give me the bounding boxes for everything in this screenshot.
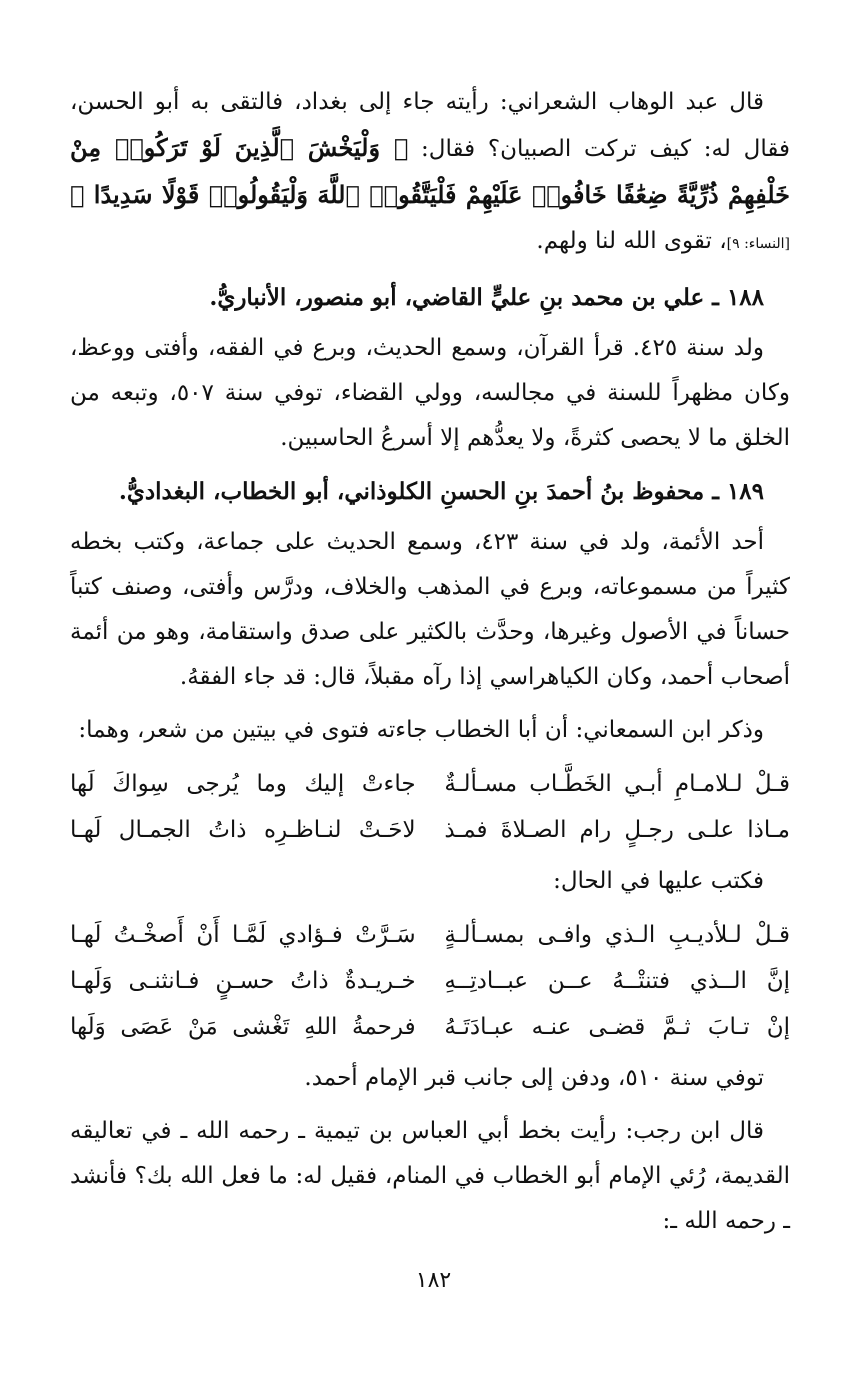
verse (70, 912, 790, 958)
entry-189-body: أحد الأئمة، ولد في سنة ٤٢٣، وسمع الحديث على جماعة، وكتب بخطه كثيراً من مسموعاته، وبرع في المذهب والخلاف، ودرَّس وأفتى، وصنف كتباً حساناً في الأصول وغيرها، وحدَّث بالكثير على صدق واستقامة، وهو من أئمة أصحاب أحمد، وكان الكياهراسي إذا رآه مقبلاً، قال: قد جاء الفقهُ. (70, 529, 790, 690)
paragraph-text: ، تقوى الله لنا ولهم. (536, 228, 727, 254)
verse-second-half: لاحَـتْ لنـاظـرِه ذاتُ الجمـال لَهـا (70, 817, 416, 843)
verse-first-half: إنْ تـابَ ثـمَّ قضـى عنـه عبـادَتَـهُ (444, 1014, 790, 1040)
verse (70, 1004, 790, 1050)
verse (70, 761, 790, 807)
verse-reference: [النساء: ٩] (726, 236, 790, 252)
paragraph-text: قال عبد الوهاب الشعراني: رأيته جاء إلى بغداد، فالتقى به أبو الحسن، فقال له: كيف تركت الصبيان؟ فقال: (70, 89, 790, 162)
ibn-rajab-paragraph: قال ابن رجب: رأيت بخط أبي العباس بن تيمية ـ رحمه الله ـ في تعاليقه القديمة، رُئي الإمام أبو الخطاب في المنام، فقيل له: ما فعل الله بك؟ فأنشد ـ رحمه الله ـ: (70, 1118, 790, 1234)
verse-second-half: خـريـدةٌ ذاتُ حسـنٍ فـانثنـى وَلَهـا (70, 968, 416, 994)
reply-intro: فكتب عليها في الحال: (553, 868, 764, 894)
verse-first-half: قـلْ لـلأديـبِ الـذي وافـى بمسـألـةٍ (444, 922, 790, 948)
death-note: توفي سنة ٥١٠، ودفن إلى جانب قبر الإمام أحمد. (304, 1065, 764, 1091)
page-body (70, 80, 790, 1252)
page-number: ١٨٢ (415, 1268, 452, 1293)
verse-second-half: سَـرَّتْ فـؤادي لَمَّـا أَنْ أَصخْـتُ لَهـا (70, 922, 416, 948)
verse (70, 958, 790, 1004)
verse-second-half: جاءتْ إليك وما يُرجى سِواكَ لَها (70, 771, 416, 797)
quran-verse: ﴿ وَلْيَخْشَ ٱلَّذِينَ لَوْ تَرَكُوا۟ مِنْ خَلْفِهِمْ ذُرِّيَّةً ضِعَٰفًا خَافُوا۟ عَلَيْهِمْ فَلْيَتَّقُوا۟ ٱللَّهَ وَلْيَقُولُوا۟ قَوْلًا سَدِيدًا ﴾ (70, 133, 790, 209)
entry-188-body: ولد سنة ٤٢٥. قرأ القرآن، وسمع الحديث، وبرع في الفقه، وأفتى ووعظ، وكان مظهراً للسنة في مجالسه، وولي القضاء، توفي سنة ٥٠٧، وتبعه من الخلق ما لا يحصى كثرةً، ولا يعدُّهم إلا أسرعُ الحاسبين. (70, 335, 790, 451)
paragraph-shaarani (70, 80, 790, 267)
entry-189-title: ١٨٩ ـ محفوظ بنُ أحمدَ بنِ الحسنِ الكلوذاني، أبو الخطاب، البغداديُّ. (118, 478, 764, 505)
poem-answer (70, 912, 790, 1050)
verse-first-half: إنَّ الــذي فتنتْــهُ عــن عبــادتِــهِ (444, 968, 790, 994)
verse-second-half: فرحمةُ اللهِ تَغْشى مَنْ عَصَى وَلَها (70, 1014, 416, 1040)
verse-first-half: مـاذا علـى رجـلٍ رام الصـلاةَ فمـذ (444, 817, 790, 843)
verse (70, 807, 790, 853)
entry-188-title: ١٨٨ ـ علي بن محمد بنِ عليٍّ القاضي، أبو منصور، الأنباريُّ. (209, 284, 764, 311)
verse-first-half: قـلْ لـلامـامِ أبـي الخَطَّـاب مسـألـةٌ (444, 771, 790, 797)
samani-intro: وذكر ابن السمعاني: أن أبا الخطاب جاءته فتوى في بيتين من شعر، وهما: (78, 717, 764, 743)
poem-question (70, 761, 790, 853)
